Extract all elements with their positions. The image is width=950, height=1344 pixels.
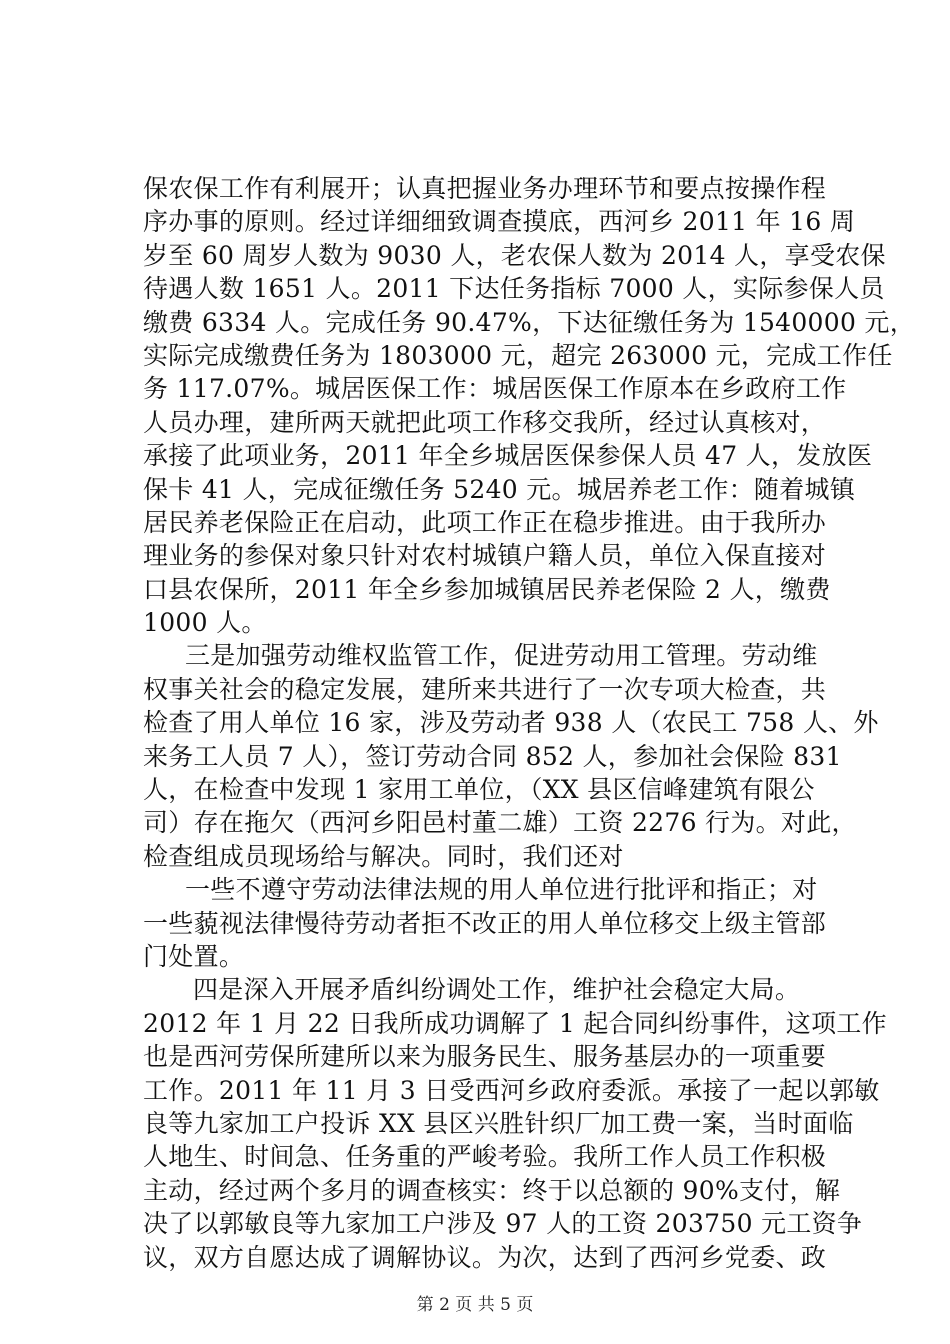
text-line: 务 117.07%。城居医保工作：城居医保工作原本在乡政府工作 [143,374,847,404]
text-line: 岁至 60 周岁人数为 9030 人，老农保人数为 2014 人，享受农保 [143,240,886,270]
paragraph-start-line: 三是加强劳动维权监管工作，促进劳动用工管理。劳动维 [185,641,818,671]
text-line: 待遇人数 1651 人。2011 下达任务指标 7000 人，实际参保人员 [143,274,885,304]
text-line: 权事关社会的稳定发展，建所来共进行了一次专项大检查，共 [143,674,827,704]
text-line: 司）存在拖欠（西河乡阳邑村董二雄）工资 2276 行为。对此， [143,808,857,838]
page-footer [0,1295,950,1315]
text-line: 理业务的参保对象只针对农村城镇户籍人员，单位入保直接对 [143,541,827,571]
text-line: 承接了此项业务，2011 年全乡城居医保参保人员 47 人，发放医 [143,441,873,471]
text-line: 人，在检查中发现 1 家用工单位，（XX 县区信峰建筑有限公 [143,775,815,805]
text-line: 1000 人。 [143,608,267,638]
text-line: 居民养老保险正在启动，此项工作正在稳步推进。由于我所办 [143,507,827,537]
text-line: 工作。2011 年 11 月 3 日受西河乡政府委派。承接了一起以郭敏 [143,1075,880,1105]
paragraph-start-line: 一些不遵守劳动法律法规的用人单位进行批评和指正；对 [185,875,818,905]
text-line: 人地生、时间急、任务重的严峻考验。我所工作人员工作积极 [143,1142,827,1172]
text-line: 序办事的原则。经过详细细致调查摸底，西河乡 2011 年 16 周 [143,207,856,237]
paragraph-start-line: 四是深入开展矛盾纠纷调处工作，维护社会稳定大局。 [193,975,801,1005]
text-line: 保农保工作有利展开；认真把握业务办理环节和要点按操作程 [143,174,827,203]
text-line: 保卡 41 人，完成征缴任务 5240 元。城居养老工作：随着城镇 [143,474,856,504]
text-line: 检查了用人单位 16 家，涉及劳动者 938 人（农民工 758 人、外 [143,708,879,738]
page-number-label: 第 2 页 共 5 页 [416,1295,534,1315]
text-line: 缴费 6334 人。完成任务 90.47%，下达征缴任务为 1540000 元， [143,307,916,337]
document-body [143,172,916,1274]
text-line: 来务工人员 7 人），签订劳动合同 852 人，参加社会保险 831 [143,741,842,771]
text-line: 口县农保所，2011 年全乡参加城镇居民养老保险 2 人，缴费 [143,574,831,604]
text-line: 主动，经过两个多月的调查核实：终于以总额的 90%支付，解 [143,1175,841,1205]
text-line: 也是西河劳保所建所以来为服务民生、服务基层办的一项重要 [143,1042,827,1072]
text-line: 议，双方自愿达成了调解协议。为次，达到了西河乡党委、政 [143,1242,827,1272]
text-line: 良等九家加工户投诉 XX 县区兴胜针织厂加工费一案，当时面临 [143,1108,854,1138]
text-line: 2012 年 1 月 22 日我所成功调解了 1 起合同纠纷事件，这项工作 [143,1008,887,1038]
text-line: 一些藐视法律慢待劳动者拒不改正的用人单位移交上级主管部 [143,908,827,938]
text-line: 门处置。 [143,941,245,971]
text-line: 人员办理，建所两天就把此项工作移交我所，经过认真核对， [143,407,827,437]
text-line: 实际完成缴费任务为 1803000 元，超完 263000 元，完成工作任 [143,340,893,370]
text-line: 检查组成员现场给与解决。同时，我们还对 [143,841,624,871]
text-line: 决了以郭敏良等九家加工户涉及 97 人的工资 203750 元工资争 [143,1209,863,1239]
